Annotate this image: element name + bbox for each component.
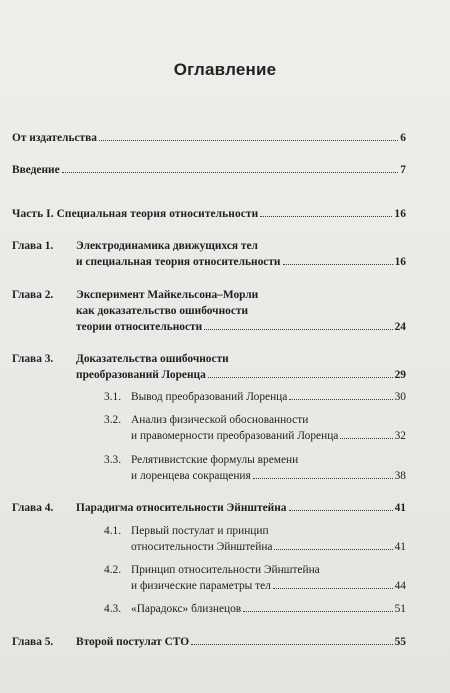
entry-line: относительности Эйнштейна — [131, 541, 273, 553]
entry-page: 44 — [394, 580, 406, 592]
entry-line: Вывод преобразований Лоренца — [131, 391, 288, 403]
entry-page: 24 — [394, 321, 406, 333]
page-title: Оглавление — [173, 60, 277, 79]
entry-label: 3.1. — [104, 391, 122, 403]
dot-leader — [243, 611, 392, 612]
dot-leader — [340, 438, 392, 439]
entry-page: 30 — [394, 391, 406, 403]
entry-line: и специальная теория относительности — [76, 256, 281, 268]
entry-line: и правомерности преобразований Лоренца — [131, 430, 339, 442]
entry-page: 38 — [394, 470, 406, 482]
entry-page: 16 — [394, 208, 406, 220]
dot-leader — [253, 478, 393, 479]
dot-leader — [260, 216, 392, 217]
entry-page: 41 — [394, 502, 406, 514]
entry-page: 16 — [394, 256, 406, 268]
entry-page: 51 — [394, 603, 406, 615]
entry-line: теории относительности — [76, 321, 203, 333]
entry-page: 7 — [400, 164, 406, 176]
entry-line: Эксперимент Майкельсона–Морли — [76, 289, 259, 301]
dot-leader — [204, 329, 392, 330]
entry-label: 4.1. — [104, 525, 122, 537]
entry-line: Парадигма относительности Эйнштейна — [76, 502, 287, 514]
entry-line: преобразований Лоренца — [76, 369, 206, 381]
entry-line: Первый постулат и принцип — [131, 525, 269, 537]
entry-line: Электродинамика движущихся тел — [76, 240, 258, 252]
entry-label: Глава 3. — [12, 353, 54, 365]
entry-page: 55 — [394, 636, 406, 648]
entry-text: Часть I. Специальная теория относительности — [12, 208, 259, 220]
entry-line: «Парадокс» близнецов — [131, 603, 242, 615]
entry-text: Введение — [12, 164, 60, 176]
entry-line: и лоренцева сокращения — [131, 470, 251, 482]
entry-line: Анализ физической обоснованности — [131, 414, 309, 426]
entry-label: 3.3. — [104, 454, 122, 466]
entry-page: 41 — [394, 541, 406, 553]
dot-leader — [283, 264, 393, 265]
entry-page: 29 — [394, 369, 406, 381]
dot-leader — [289, 510, 393, 511]
entry-line: Второй постулат СТО — [76, 636, 190, 648]
dot-leader — [273, 588, 393, 589]
dot-leader — [274, 549, 392, 550]
entry-line: и физические параметры тел — [131, 580, 271, 592]
dot-leader — [289, 399, 392, 400]
entry-label: 3.2. — [104, 414, 122, 426]
dot-leader — [99, 140, 398, 141]
entry-label: 4.3. — [104, 603, 122, 615]
dot-leader — [191, 644, 392, 645]
dot-leader — [208, 377, 393, 378]
entry-label: Глава 1. — [12, 240, 54, 252]
entry-line: Доказательства ошибочности — [76, 353, 229, 365]
entry-label: Глава 5. — [12, 636, 54, 648]
dot-leader — [62, 172, 399, 173]
entry-label: Глава 2. — [12, 289, 54, 301]
entry-line: как доказательство ошибочности — [76, 305, 249, 317]
entry-page: 32 — [394, 430, 406, 442]
entry-label: Глава 4. — [12, 502, 54, 514]
entry-label: 4.2. — [104, 564, 122, 576]
entry-text: От издательства — [12, 132, 97, 144]
entry-page: 6 — [400, 132, 406, 144]
entry-line: Релятивистские формулы времени — [131, 454, 299, 466]
entry-line: Принцип относительности Эйнштейна — [131, 564, 320, 576]
